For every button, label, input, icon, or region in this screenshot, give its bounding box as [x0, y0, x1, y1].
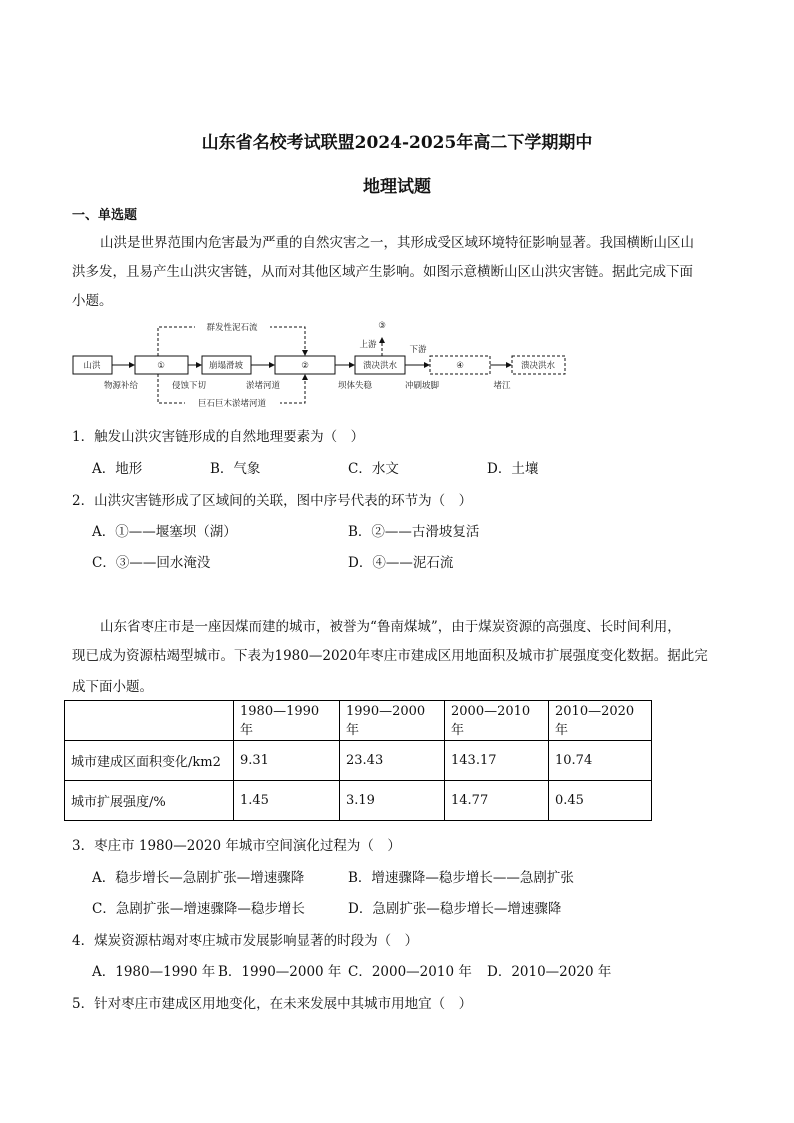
- node-3: ③: [378, 321, 386, 331]
- box-label: ④: [456, 361, 464, 371]
- q2-option-a[interactable]: A．①——堰塞坝（湖）: [92, 524, 237, 540]
- q4-stem: 4．煤炭资源枯竭对枣庄城市发展影响显著的时段为（ ）: [72, 933, 419, 949]
- q3-option-b[interactable]: B．增速骤降—稳步增长——急剧扩张: [348, 870, 574, 886]
- cell: 0.45: [549, 781, 652, 821]
- flood-chain-diagram: [65, 315, 575, 415]
- q4-option-d[interactable]: D．2010—2020 年: [487, 964, 612, 980]
- passage2-line: 山东省枣庄市是一座因煤而建的城市，被誉为“鲁南煤城”，由于煤炭资源的高强度、长时间利用，: [100, 619, 681, 635]
- cell: 10.74: [549, 741, 652, 781]
- q3-option-a[interactable]: A．稳步增长—急剧扩张—增速骤降: [92, 870, 305, 886]
- passage2-line: 成下面小题。: [72, 679, 153, 695]
- header-cell: [65, 701, 234, 741]
- cell: 143.17: [445, 741, 549, 781]
- data-table: [64, 700, 652, 821]
- cell: 城市建成区面积变化/km2: [65, 741, 234, 781]
- q1-option-b[interactable]: B．气象: [210, 461, 261, 477]
- header-cell: 1990—2000 年: [340, 701, 445, 741]
- bottom-path-label: 巨石巨木淤堵河道: [197, 399, 267, 409]
- q2-option-d[interactable]: D．④——泥石流: [348, 555, 454, 571]
- table-row: [65, 781, 652, 821]
- box-label: ①: [157, 361, 165, 371]
- table-header-row: [65, 701, 652, 741]
- edge-label: 冲刷坡脚: [404, 381, 440, 391]
- table-row: [65, 741, 652, 781]
- q2-stem: 2．山洪灾害链形成了区域间的关联，图中序号代表的环节为（ ）: [72, 493, 473, 509]
- box-label: 溃决洪水: [362, 361, 398, 371]
- cell: 城市扩展强度/%: [65, 781, 234, 821]
- downstream-label: 下游: [409, 345, 427, 355]
- q4-option-b[interactable]: B．1990—2000 年: [218, 964, 342, 980]
- box-label: 山洪: [83, 361, 101, 371]
- q4-option-a[interactable]: A．1980—1990 年: [92, 964, 216, 980]
- cell: 1.45: [234, 781, 340, 821]
- upstream-label: 上游: [359, 340, 377, 350]
- passage1-line: 洪多发，且易产生山洪灾害链，从而对其他区域产生影响。如图示意横断山区山洪灾害链。据此完成下面: [72, 264, 693, 280]
- edge-label: 堵江: [493, 381, 511, 391]
- box-label: 崩塌滑坡: [208, 361, 244, 371]
- cell: 3.19: [340, 781, 445, 821]
- doc-subtitle: 地理试题: [363, 177, 431, 197]
- section-heading: 一、单选题: [72, 208, 138, 223]
- q5-stem: 5．针对枣庄市建成区用地变化，在未来发展中其城市用地宜（ ）: [72, 996, 473, 1012]
- header-cell: 2000—2010 年: [445, 701, 549, 741]
- q1-option-c[interactable]: C．水文: [348, 461, 399, 477]
- passage1-line: 山洪是世界范围内危害最为严重的自然灾害之一，其形成受区域环境特征影响显著。我国横断山区山: [100, 235, 694, 251]
- q1-option-a[interactable]: A．地形: [92, 461, 143, 477]
- cell: 23.43: [340, 741, 445, 781]
- box-label: 溃决洪水: [520, 361, 556, 371]
- edge-label: 侵蚀下切: [171, 381, 207, 391]
- q3-option-c[interactable]: C．急剧扩张—增速骤降—稳步增长: [92, 901, 305, 917]
- q1-option-d[interactable]: D．土壤: [487, 461, 539, 477]
- q3-stem: 3．枣庄市 1980—2020 年城市空间演化过程为（ ）: [72, 838, 401, 854]
- header-cell: 2010—2020 年: [549, 701, 652, 741]
- passage2-line: 现已成为资源枯竭型城市。下表为1980—2020年枣庄市建成区用地面积及城市扩展强度变化数据。据此完: [72, 648, 708, 664]
- q2-option-c[interactable]: C．③——回水淹没: [92, 555, 211, 571]
- q2-option-b[interactable]: B．②——古滑坡复活: [348, 524, 480, 540]
- header-cell: 1980—1990 年: [234, 701, 340, 741]
- doc-title: 山东省名校考试联盟2024-2025年高二下学期期中: [201, 133, 593, 153]
- q1-stem: 1．触发山洪灾害链形成的自然地理要素为（ ）: [72, 429, 365, 445]
- edge-label: 物源补给: [103, 381, 139, 391]
- edge-label: 淤堵河道: [245, 381, 281, 391]
- top-path-label: 群发性泥石流: [206, 323, 258, 333]
- passage1-line: 小题。: [72, 293, 113, 309]
- q4-option-c[interactable]: C．2000—2010 年: [348, 964, 472, 980]
- q3-option-d[interactable]: D．急剧扩张—稳步增长—增速骤降: [348, 901, 562, 917]
- box-label: ②: [301, 361, 309, 371]
- edge-label: 坝体失稳: [337, 381, 373, 391]
- cell: 14.77: [445, 781, 549, 821]
- cell: 9.31: [234, 741, 340, 781]
